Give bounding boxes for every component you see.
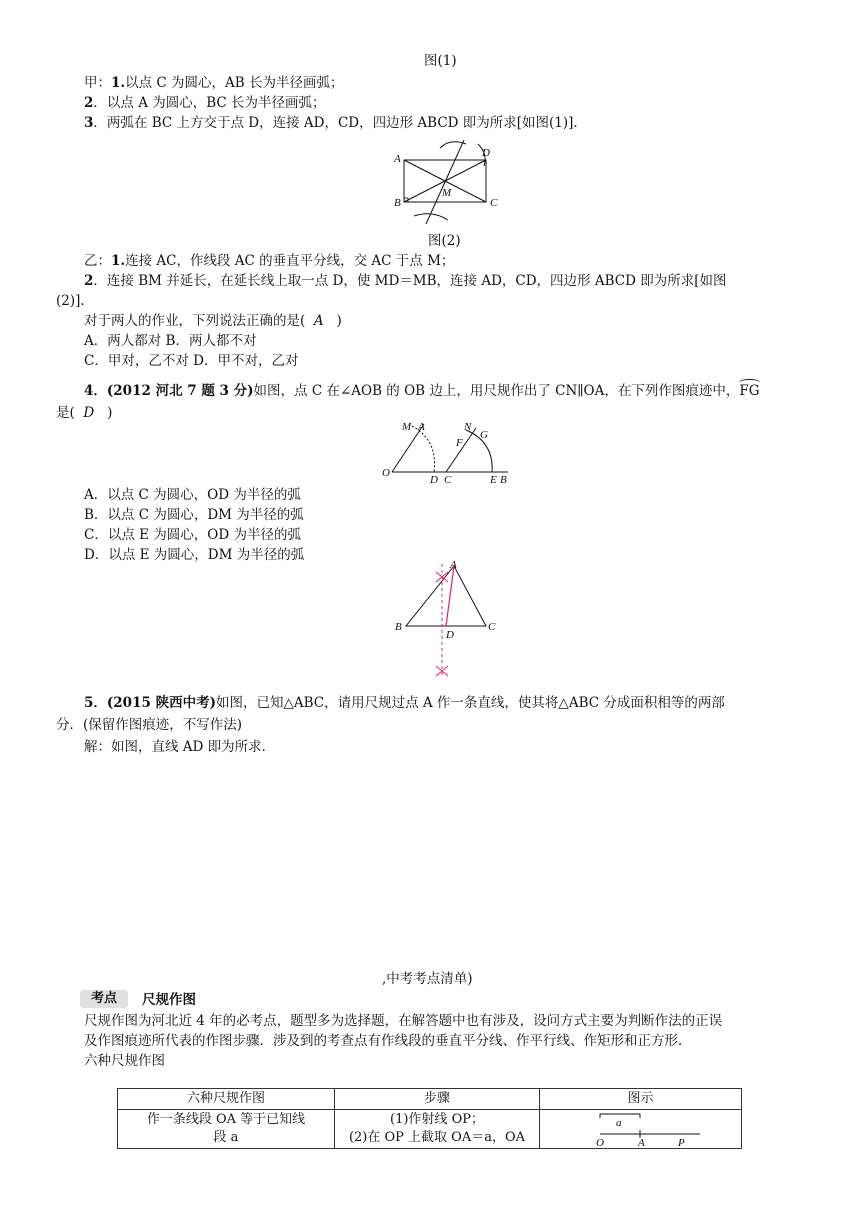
q4-label-a: A (418, 421, 425, 433)
q4-label-n: N (464, 421, 472, 433)
table-cell-figure (540, 1110, 742, 1149)
segment-figure (580, 1112, 710, 1149)
figure-2-caption: 图(2) (428, 233, 461, 249)
q4-label-g: G (480, 429, 488, 441)
fig2-label-c: C (490, 197, 498, 209)
q4-option-b: B．以点 C 为圆心，DM 为半径的弧 (84, 507, 304, 523)
q5-question-cont: 分．(保留作图痕迹，不写作法) (56, 717, 243, 733)
figure-2-rectangle (392, 140, 512, 232)
q4-label-o: O (382, 467, 390, 479)
kaodian-subhead: 六种尺规作图 (84, 1053, 165, 1069)
q5-label-c: C (488, 621, 496, 633)
fig2-label-b: B (394, 197, 401, 209)
fig2-label-m: M (442, 187, 452, 199)
seg-label-p: P (678, 1137, 685, 1149)
q4-option-d: D．以点 E 为圆心，DM 为半径的弧 (84, 547, 305, 563)
figure-1-caption: 图(1) (424, 53, 457, 69)
fig2-label-d: D (482, 147, 490, 159)
table-header-row (118, 1089, 742, 1110)
kaodian-para-2: 及作图痕迹所代表的作图步骤．涉及到的考查点有作线段的垂直平分线、作平行线、作矩形和正方形． (84, 1033, 692, 1049)
q4-option-a: A．以点 C 为圆心，OD 为半径的弧 (84, 487, 301, 503)
q5-solution: 解：如图，直线 AD 即为所求． (84, 739, 276, 755)
yi-step-2-cont: (2)]. (56, 293, 85, 309)
q3-options-cd: C．甲对，乙不对 D．甲不对，乙对 (84, 353, 299, 369)
checklist-title: ,中考考点清单) (382, 971, 473, 987)
q4-question: 4．(2012 河北 7 题 3 分)如图，点 C 在∠AOB 的 OB 边上，用尺规作出了 CN∥OA，在下列作图痕迹中，FG (84, 383, 760, 399)
q4-label-e: E (490, 474, 497, 486)
kaodian-para-1: 尺规作图为河北近 4 年的必考点，题型多为选择题，在解答题中也有涉及，设问方式主要为判断作法的正误 (84, 1013, 723, 1029)
q5-figure-triangle (392, 560, 502, 686)
seg-label-a: a (616, 1117, 622, 1129)
table-row (118, 1110, 742, 1149)
kaodian-tag: 考点 (80, 990, 128, 1008)
constructions-table (117, 1088, 742, 1149)
jia-step-1: 甲：1.以点 C 为圆心，AB 长为半径画弧； (84, 75, 344, 91)
table-cell: 作一条线段 OA 等于已知线 段 a (118, 1110, 335, 1149)
yi-step-1: 乙：1.连接 AC，作线段 AC 的垂直平分线，交 AC 于点 M； (84, 253, 455, 269)
table-header: 图示 (540, 1089, 742, 1110)
q5-label-b: B (395, 621, 402, 633)
table-cell: (1)作射线 OP； (2)在 OP 上截取 OA＝a，OA (335, 1110, 540, 1149)
q4-label-b: B (500, 474, 507, 486)
seg-label-A: A (638, 1137, 645, 1149)
table-header: 步骤 (335, 1089, 540, 1110)
q4-figure-angle-construction (380, 420, 520, 486)
q4-label-c: C (444, 474, 452, 486)
q4-arc-label: FG (739, 383, 760, 399)
q5-label-a: A (450, 559, 457, 571)
q5-label-d: D (446, 629, 454, 641)
seg-label-o: O (596, 1137, 604, 1149)
q4-label-f: F (456, 437, 463, 449)
jia-step-2: 2．以点 A 为圆心，BC 长为半径画弧； (84, 95, 326, 111)
jia-step-3: 3．两弧在 BC 上方交于点 D，连接 AD，CD，四边形 ABCD 即为所求[如图(1)]. (84, 115, 578, 131)
table-header: 六种尺规作图 (118, 1089, 335, 1110)
yi-step-2: 2．连接 BM 并延长，在延长线上取一点 D，使 MD＝MB，连接 AD，CD，四边形 ABCD 即为所求[如图 (84, 273, 727, 289)
q4-option-c: C．以点 E 为圆心，OD 为半径的弧 (84, 527, 301, 543)
fig2-label-a: A (394, 153, 401, 165)
q3-answer: A (313, 313, 324, 329)
q3-question: 对于两人的作业，下列说法正确的是( A ) (84, 313, 342, 329)
q4-label-m: M (402, 421, 412, 433)
q5-question: 5．(2015 陕西中考)如图，已知△ABC，请用尺规过点 A 作一条直线，使其将△ABC 分成面积相等的两部 (84, 695, 725, 711)
q3-options-ab: A．两人都对 B．两人都不对 (84, 333, 257, 349)
q4-answer: D (83, 405, 95, 421)
kaodian-title: 尺规作图 (142, 992, 196, 1008)
q4-answer-line: 是( D ) (56, 405, 113, 421)
q4-label-d: D (430, 474, 438, 486)
